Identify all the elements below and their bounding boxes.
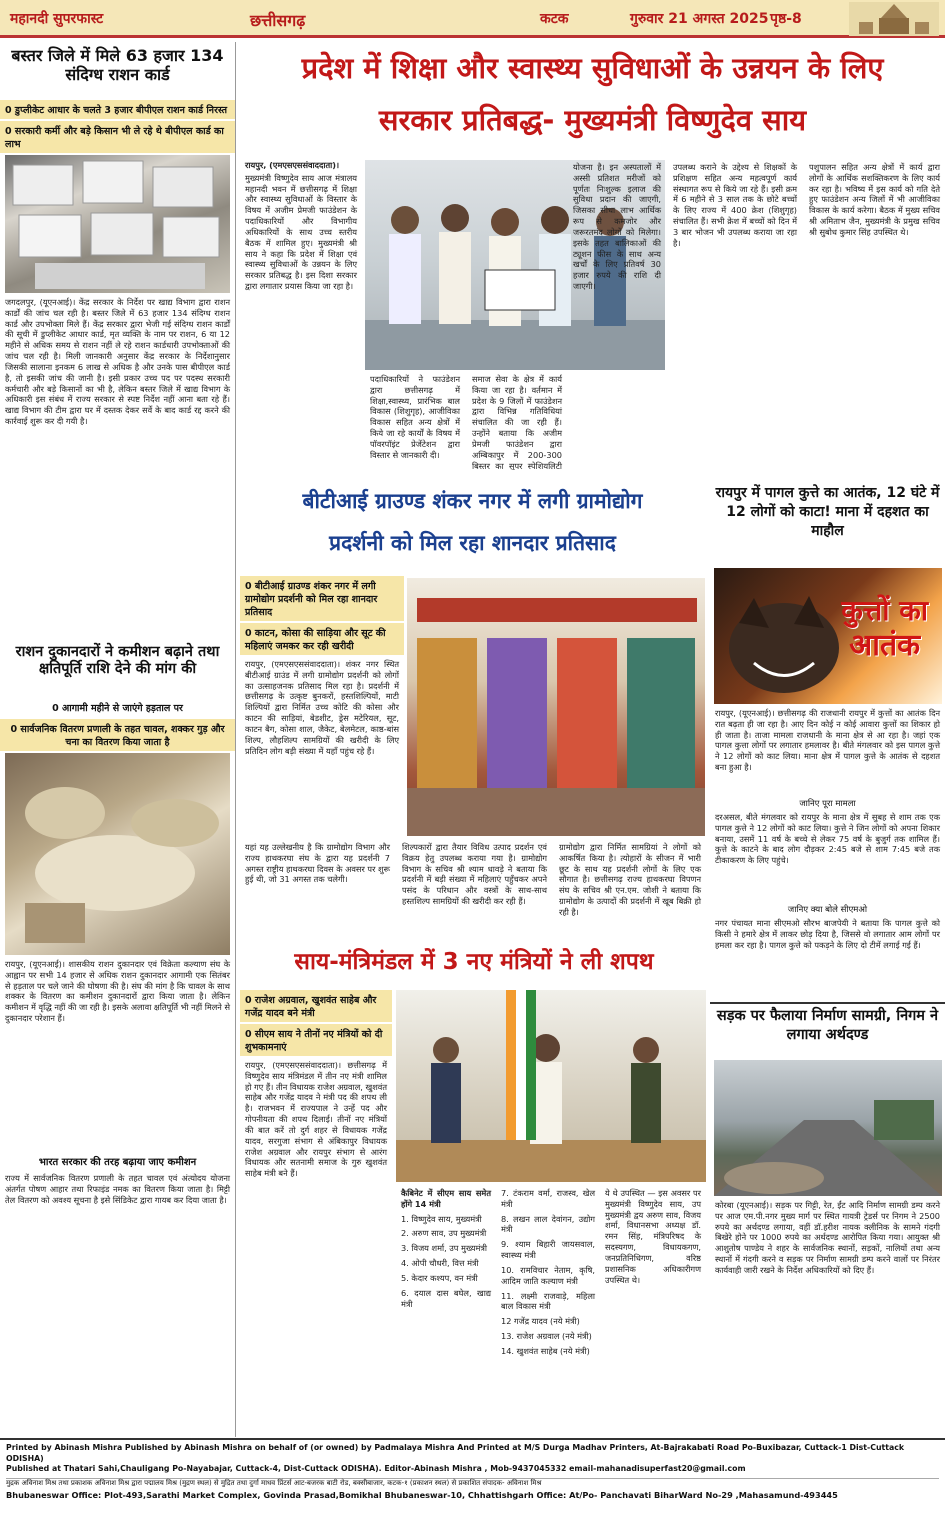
grain-sacks-photo [5,753,230,955]
gramodyog-bullet-1: 0 बीटीआई ग्राउण्ड शंकर नगर में लगी ग्रामोद्योग प्रदर्शनी को मिल रहा शानदार प्रतिसाद [240,576,404,621]
dog-photo [714,568,942,704]
paper-name: महानदी सुपरफास्ट [10,11,104,27]
dog-subhead-2: जानिए क्या बोले सीएमओ [787,905,868,915]
cabinet-lower [396,1186,706,1436]
main-body-1: मुख्यमंत्री विष्णुदेव साय आज मंत्रालय महानदी भवन में छत्तीसगढ़ में शिक्षा और स्वास्थ्य सुविधाओं के विस्तार के विषय में अजीम प्रेमजी फाउंडेशन के पदाधिकारियों और विभागीय अधिकारियों के साथ उच्च स्तरीय बैठक में शामिल हुए। मुख्यमंत्री श्री साय ने कहा कि प्रदेश में शिक्षा एवं स्वास्थ्य सुविधाओं के उन्नयन के लिए सरकार प्रतिबद्ध है। इस दिशा सरकार द्वारा लगातार प्रयास किया जा रहा है। [245,172,357,292]
oath-photo [396,990,706,1182]
ration-dealers-body: रायपुर, (यूएनआई)। शासकीय राशन दुकानदार एवं विक्रेता कल्याण संघ के आह्वान पर सभी 14 हजार से अधिक राशन दुकानदार आगामी एक सितंबर से हड़ताल पर चले जाने की घोषणा की है। संघ की मांग है कि चावल के साथ शक्कर के वितरण का कमीशन दुकानदारों द्वारा किया जाता है। लेकिन कमीशन में वृद्धि नहीं की जा रही है। इसके अलावा क्षतिपूर्ति भी नहीं मिलने से दुकानदार परेशान हैं। [5,959,230,1024]
bastar-bullet-1: 0 डुप्लीकेट आधार के चलते 3 हजार बीपीएल राशन कार्ड निरस्त [0,100,235,119]
minister-3: 3. विजय शर्मा, उप मुख्यमंत्री [401,1243,488,1254]
imprint-line-2: Published at Thatari Sahi,Chauligang Po-Nayabajar, Cuttack-4, Dist-Cuttack ODISHA). Editor-Abinash Mishra , Mob-9437045332 email-mahanadisuperfast20@gmail.com [6,1464,746,1474]
minister-11: 11. लक्ष्मी राजवाड़े, महिला बाल विकास मंत्री [501,1290,595,1312]
ration-cards-photo [5,155,230,293]
bastar-ration-headline: बस्तर जिले में मिले 63 हजार 134 संदिग्ध राशन कार्ड [11,46,224,85]
masthead [0,0,945,38]
gramodyog-headline-line1: बीटीआई ग्राउण्ड शंकर नगर में लगी ग्रामोद्योग [302,489,643,513]
road-photo [714,1060,942,1196]
minister-1: 1. विष्णुदेव साय, मुख्यमंत्री [401,1213,482,1224]
oath-image [396,990,706,1182]
exhibition-image [407,578,705,836]
imprint-line-3: मुद्रक अविनाश मिश्र तथा प्रकाशक अविनाश मिश्र द्वारा पद्मालय मिश्र (मुद्रण स्थल) से मुद्रित तथा दुर्गा माधव प्रिंटर्स आट-बजरक बाटी रोड, बक्सीबाजार, कटक-१ (प्रकाशन स्थल) से प्रकाशित संपादक- अविनाश मिश्र [6,1478,939,1489]
imprint-line-1: Printed by Abinash Mishra Published by Abinash Mishra on behalf of (or owned) by Padmalaya Mishra And Printed at M/S Durga Madhav Printers, At-Bajrakabati Road Po-Buxibazar, Cuttack-1 Dist-Cuttack ODISHA) [6,1443,905,1463]
page-number: पृष्ठ-8 [770,11,802,27]
imprint-line-4: Bhubaneswar Office: Plot-493,Sarathi Market Complex, Govinda Prasad,Bomikhal Bhubaneswar-10, Chhattishgarh Office: At/Po- Panchavati BiharWard No-29 ,Mahasamund-493445 [6,1490,838,1501]
left-column [0,42,236,1437]
gramodyog-text-col [240,574,404,836]
gramodyog-bullet-2: 0 काटन, कोसा की साड़िया और सूट की महिलाएं जमकर कर रही खरीदी [240,623,404,655]
cabinet-text-col1 [240,988,392,1436]
gramodyog-headline [240,480,705,575]
strike-bullet: 0 आगामी महीने से जाएंगे हड़ताल पर [0,698,235,717]
minister-4: 4. ओपी चौधरी, वित्त मंत्री [401,1258,479,1269]
minister-10: 10. रामविचार नेताम, कृषि, आदिम जाति कल्याण मंत्री [501,1264,595,1286]
dog-body-2: दरअसल, बीते मंगलवार को रायपुर के माना क्षेत्र में सुबह से शाम तक एक पागल कुत्ते ने 12 लोगों को काट लिया। कुत्ते ने जिन लोगों को अपना शिकार बनाया, उसमें 11 वर्ष के बच्चे से लेकर 75 वर्ष के बुजुर्ग तक शामिल हैं। कुत्ते के काटने के बाद लोग दौड़कर 2:45 बजे से शाम 7:45 बजे तक टीकाकरण के लिए पहुंचे। [715,812,940,866]
gramodyog-body-2: शिल्पकारों द्वारा तैयार विविध उत्पाद प्रदर्शन एवं विक्रय हेतु उपलब्ध कराया गया है। ग्रामोद्योग विभाग के सचिव श्री श्याम धावड़े ने बताया कि प्रदर्शनी में बड़ी संख्या में महिलाएं पहुँचकर अपने पसंद के परिधान और वस्त्रों के साथ-साथ हस्तशिल्प सामग्रियों की खरीदी कर रही हैं। [402,842,547,907]
main-body-6: पशुपालन सहित अन्य क्षेत्रों में कार्य द्वारा लोगों के आर्थिक सशक्तिकरण के लिए कार्य कर रहा है। भविष्य में इस कार्य को गति देते हुए फाउंडेशन अन्य जिलों में भी आजीविका विकास के कार्य करेगा। बैठक में मुख्य सचिव श्री अमिताभ जैन, मुख्यमंत्री के प्रमुख सचिव श्री सुबोध कुमार सिंह उपस्थित थे। [809,162,940,237]
dog-caption-line2: आतंक [849,628,921,663]
cabinet-list-col1 [396,1186,496,1436]
cabinet-body-2: ये थे उपस्थित — इस अवसर पर मुख्यमंत्री विष्णुदेव साय, उप मुख्यमंत्री द्वय अरुण साव, विजय शर्मा, विधानसभा अध्यक्ष डॉ. रमन सिंह, मंत्रिपरिषद के सदस्यगण, विधायकगण, जनप्रतिनिधिगण, वरिष्ठ प्रशासनिक अधिकारीगण उपस्थित थे। [605,1188,701,1285]
city: कटक [540,11,569,27]
gramodyog-body-3: ग्रामोद्योग द्वारा निर्मित सामग्रियां ने लोगों को आकर्षित किया है। त्योहारों के सीजन में भारी छूट के साथ यह प्रदर्शनी लोगों के लिए एक सौगात है। छत्तीसगढ़ राज्य हाथकरघा विपणन संघ के सचिव श्री एन.एम. जोशी ने बताया कि ग्रामोद्योग के उत्पादों की प्रदर्शनी में खूब बिक्री हो रही है। [559,842,701,917]
gramodyog-body-1: रायपुर, (एमएसएससंवाददाता)। शंकर नगर स्थित बीटीआई ग्राउंड में लगी ग्रामोद्योग प्रदर्शनी को लोगों का उत्साहजनक प्रतिसाद मिल रहा है। प्रदर्शनी में छत्तीसगढ़ के उत्कृष्ट बुनकरों, हस्तशिल्पियों, माटी शिल्पियों द्वारा निर्मित उच्च कोटि की कोसा और काटन की साड़ियां, बेडशीट, ड्रेस मटेरियल, सूट, काटन बैग, कोसा शाल, जैकेट, बेलमेटल, काष्ठ-बांस शिल्प, लौहशिल्प सामग्रियों की खरीदी के लिए प्रतिदिन लोग बड़ी संख्या में यहाँ पहुंच रहे हैं। [245,659,399,756]
dog-subhead-1: जानिए पूरा मामला [799,799,856,809]
cabinet-list-col2 [496,1186,600,1436]
ration-dealers-headline: राशन दुकानदारों ने कमीशन बढ़ाने तथा क्षतिपूर्ति राशि देने की मांग की [15,644,220,678]
grain-image [5,753,231,955]
road-material-headline: सड़क पर फैलाया निर्माण सामग्री, निगम ने लगाया अर्थदण्ड [710,1002,945,1056]
dog-photo-caption [841,594,928,664]
cabinet-bullet-1: 0 राजेश अग्रवाल, खुशवंत साहेब और गजेंद्र यादव बने मंत्री [240,990,392,1022]
commission-body: राज्य में सार्वजनिक वितरण प्रणाली के तहत चावल एवं अंत्योदय योजना अंतर्गत पोषण आहार तथा रिफाइंड नमक का वितरण किया जाता है। मिट्टी तेल वितरण को अवश्य सूचना है इसे सिंडिकेट द्वारा गायब कर दिया जाता है। [5,1173,230,1205]
dog-terror-headline: रायपुर में पागल कुत्ते का आतंक, 12 घंटे में 12 लोगों को काटा! माना में दहशत का माहौल [715,485,940,539]
main-story-col1 [240,158,362,470]
minister-8: 8. लखन लाल देवांगन, उद्योग मंत्री [501,1213,595,1235]
gramodyog-body-1b: यहां यह उल्लेखनीय है कि ग्रामोद्योग विभाग और राज्य हाथकरघा संघ के द्वारा यह प्रदर्शनी 7 अगस्त राष्ट्रीय हाथकरघा दिवस के अवसर पर शुरू हुई थी, जो 31 अगस्त तक चलेगी। [245,842,390,885]
dog-body-1: रायपुर, (यूएनआई)। छत्तीसगढ़ की राजधानी रायपुर में कुत्तों का आतंक दिन रात बढ़ता ही जा रहा है। आए दिन कोई न कोई आवारा कुत्तों का शिकार हो ही जाता है। ताजा मामला राजधानी के माना क्षेत्र से आ रहा है। जहां एक पागल कुत्ता लोगों पर लगातार हमलावर है। बीते मंगलवार को इस पागल कुत्ते ने 12 लोगों को काट लिया। माना क्षेत्र में पागल कुत्ते के आतंक से दहशत बना हुआ है। [715,708,940,773]
main-body-3: समाज सेवा के क्षेत्र में कार्य किया जा रहा है। वर्तमान में प्रदेश के 9 जिलों में फाउंडेशन द्वारा विभिन्न गतिविधियां संचालित की जा रही हैं। उन्होंने बताया कि अजीम प्रेमजी फाउंडेशन द्वारा अम्बिकापुर में 200-300 बिस्तर का सुपर स्पेशियलिटी [472,374,562,470]
pds-bullet: 0 सार्वजनिक वितरण प्रणाली के तहत चावल, शक्कर गुड़ और चना का वितरण किया जाता है [0,719,235,751]
minister-14: 14. खुशवंत साहेब (नये मंत्री) [501,1345,590,1356]
cabinet-body-1: रायपुर, (एमएसएससंवाददाता)। छत्तीसगढ़ में विष्णुदेव साय मंत्रिमंडल में तीन नए मंत्री शामिल हो गए हैं। तीन विधायक राजेश अग्रवाल, खुशवंत साहेब और गजेंद्र यादव ने मंत्री पद की शपथ ली है। राजभवन में राज्यपाल ने उन्हें पद और गोपनीयता की शपथ दिलाई। तीनों नए मंत्रियों की बात करें तो दुर्ग शहर से विधायक गजेंद्र यादव, सरगुजा संभाग से अंबिकापुर विधायक राजेश अग्रवाल और रायपुर संभाग से आरंग विधायक और सतनामी समाज के गुरु खुशवंत साहेब मंत्री बने हैं। [245,1060,387,1179]
state-section: छत्तीसगढ़ [250,11,306,30]
imprint [0,1438,945,1519]
gramodyog-headline-line2: प्रदर्शनी को मिल रहा शानदार प्रतिसाद [329,531,616,555]
road-body: कोरबा (यूएनआई)। सड़क पर गिट्टी, रेत, ईंट आदि निर्माण सामग्री डम्प करने पर आज एम.पी.नगर मुख्य मार्ग पर स्थित गायत्री ट्रेडर्स पर निगम ने 2500 रुपये का अर्थदण्ड लगाया, वहीं डॉ.हरीश नायक क्लीनिक के सामने गंदगी बिखेरे होने पर 1000 रुपये का अर्थदण्ड आरोपित किया गया। आयुक्त श्री आशुतोष पाण्डेय ने शहर के सार्वजनिक स्थानों, सड़कों, नालियों तथा अन्य स्थानों में गंदगी करने व सड़क पर निर्माण सामग्री डम्प करने वालों पर निरंतर कार्यवाही जारी रखने के निर्देश अधिकारियों को दिए हैं। [715,1200,940,1275]
main-body-2: पदाधिकारियों ने फाउंडेशन द्वारा छत्तीसगढ़ में शिक्षा,स्वास्थ्य, प्रारंभिक बाल विकास (शिशुगृह), आजीविका विकास सहित अन्य क्षेत्रों में किये जा रहे कार्यों के विषय में पॉवरपॉइंट प्रेजेंटेशन द्वारा विस्तार से जानकारी दी। [370,374,460,460]
minister-7: 7. टंकराम वर्मा, राजस्व, खेल मंत्री [501,1188,595,1209]
minister-12: 12 गजेंद्र यादव (नये मंत्री) [501,1316,580,1327]
minister-6: 6. दयाल दास बघेल, खाद्य मंत्री [401,1287,491,1309]
dog-body-3: नगर पंचायत माना सीएमओ सौरभ बाजपेयी ने बताया कि पागल कुत्ते को किसी ने हमारे क्षेत्र में लाकर छोड़ दिया है, जिससे वो लगातार आम लोगों पर हमला कर रहा है। पागल कुत्ते को पकड़ने के लिए दो टीमें लगाई गई हैं। [715,918,940,950]
main-body-4: योजना है। इन अस्पतालों में अस्सी प्रतिशत मरीजों को पूर्णतः निःशुल्क इलाज की सुविधा प्रदान की जाएगी, जिसका सीधा लाभ आर्थिक रूप से कमजोर और जरूरतमंद लोगों को मिलेगा। इसके तहत बालिकाओं की ट्यूशन फीस के साथ अन्य खर्चों के लिए प्रतिवर्ष 30 हजार रुपये की राशि दी जाएगी। [573,162,661,292]
main-headline-line1: प्रदेश में शिक्षा और स्वास्थ्य सुविधाओं के उन्नयन के लिए [301,51,884,85]
cabinet-list-intro: कैबिनेट में सीएम साय समेत होंगे 14 मंत्री [401,1188,491,1209]
dog-caption-line1: कुत्तों का [841,594,928,627]
ration-cards-image [5,155,231,293]
commission-subhead: भारत सरकार की तरह बढ़ाया जाए कमीशन [38,1157,197,1168]
issue-date: गुरुवार 21 अगस्त 2025 [630,11,769,27]
exhibition-photo [407,578,705,836]
minister-5: 5. केदार कश्यप, वन मंत्री [401,1272,478,1283]
bastar-body: जगदलपुर, (यूएनआई)। केंद्र सरकार के निर्देश पर खाद्य विभाग द्वारा राशन कार्डों की जांच चल रही है। बस्तर जिले में 63 हजार 134 संदिग्ध राशन कार्ड और उपभोक्ता मिले हैं। केंद्र सरकार द्वारा भेजी गई संदिग्ध राशन कार्डों की सूची में डुप्लीकेट आधार कार्ड, मृत व्यक्ति के नाम पर राशन, 6 या 12 महीने से अधिक समय से राशन नहीं ले रहे राशन कार्डधारी उपभोक्ताओं की जांच चल रही है। मिली जानकारी अनुसार केंद्र सरकार के निर्देशानुसार जिसकी सालाना इनकम 6 लाख से अधिक है और उनके पास बीपीएल कार्ड है, तो इसकी जांच की जानी है। इसी प्रकार उच्च पद पर पदस्थ सरकारी कर्मचारी और बड़े किसानों का भी है, लेकिन बस्तर जिले में खाद्य विभाग के अधिकारी इस संबंध में राज्य सरकार से स्पष्ट निर्देश नहीं आना बता रहे हैं। खाद्य विभाग की टीम द्वारा घर में दस्तक देकर सर्वे के बाद कार्ड रद्द करने की कार्रवाई शुरू कर दी गयी है। [5,297,230,427]
minister-13: 13. राजेश अग्रवाल (नये मंत्री) [501,1331,592,1342]
bastar-bullet-2: 0 सरकारी कर्मी और बड़े किसान भी ले रहे थे बीपीएल कार्ड का लाभ [0,121,235,153]
temple-logo-icon [849,2,939,36]
minister-2: 2. अरुण साव, उप मुख्यमंत्री [401,1228,487,1239]
main-headline [240,42,945,154]
main-body-5: उपलब्ध कराने के उद्देश्य से शिक्षकों के प्रशिक्षण सहित अन्य महत्वपूर्ण कार्य संस्थागत रूप से किये जा रहे हैं। इसी क्रम में 6 महीने से 3 साल तक के छोटे बच्चों के लिए राज्य में 400 क्रेश (शिशुगृह) संचालित हैं। सभी क्रेश में बच्चों को दिन में 3 बार भोजन भी उपलब्ध कराया जा रहा है। [673,162,797,248]
road-image [714,1060,942,1196]
minister-9: 9. श्याम बिहारी जायसवाल, स्वास्थ्य मंत्री [501,1239,595,1261]
cabinet-bullet-2: 0 सीएम साय ने तीनों नए मंत्रियों को दी शुभकामनाएं [240,1024,392,1056]
cabinet-headline: साय-मंत्रिमंडल में 3 नए मंत्रियों ने ली शपथ [294,949,654,975]
main-dateline: रायपुर, (एमएसएससंवाददाता)। [245,160,340,170]
main-headline-line2: सरकार प्रतिबद्ध- मुख्यमंत्री विष्णुदेव साय [378,103,807,137]
